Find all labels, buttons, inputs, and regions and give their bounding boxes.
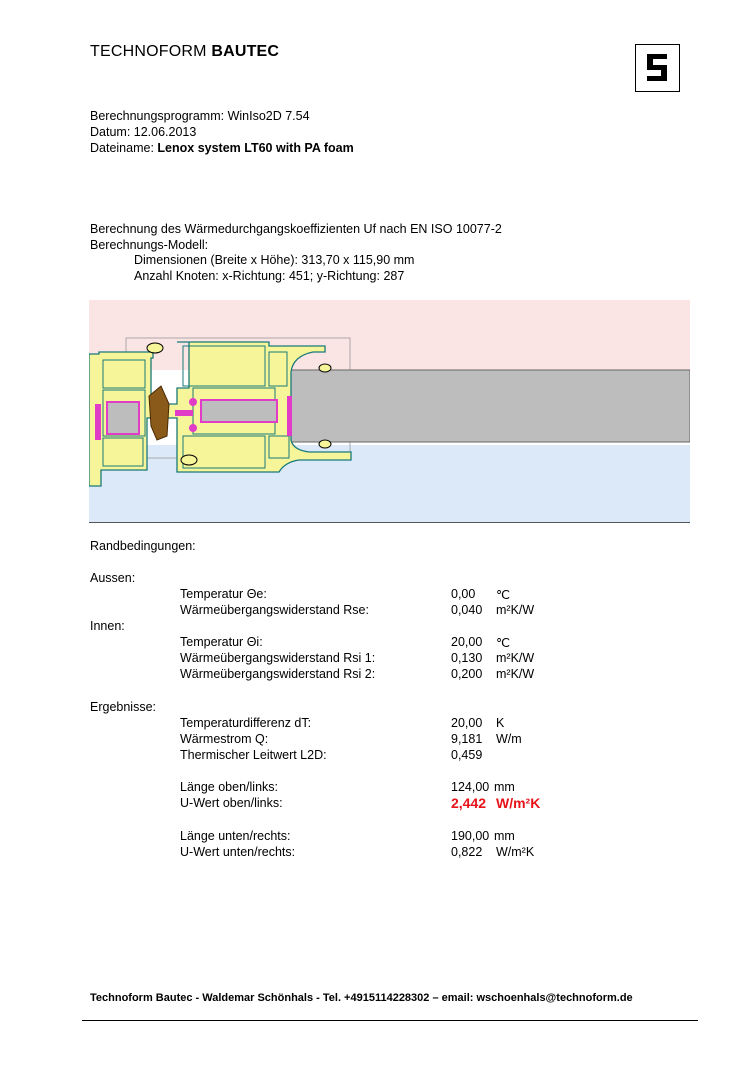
filename-label: Dateiname: <box>90 141 158 155</box>
result-label: Länge oben/links: <box>180 780 278 794</box>
u-value-bottom-value: 0,822 <box>451 845 483 859</box>
u-value-top-label: U-Wert oben/links: <box>180 796 283 810</box>
filename-value: Lenox system LT60 with PA foam <box>157 141 354 155</box>
result-label: Thermischer Leitwert L2D: <box>180 748 327 762</box>
brand-bold: BAUTEC <box>211 43 280 60</box>
footer-contact: Technoform Bautec - Waldemar Schönhals - Tel. +4915114228302 – email: wschoenhals@technoform.de <box>90 992 633 1004</box>
result-label: Länge unten/rechts: <box>180 829 291 843</box>
technoform-logo-icon <box>635 44 680 92</box>
filename-line <box>90 140 354 156</box>
rsi1-unit: m²K/W <box>496 651 535 665</box>
glass-panel <box>289 370 690 442</box>
rsi2-unit: m²K/W <box>496 667 535 681</box>
inside-temp-value: 20,00 <box>451 635 483 649</box>
outside-zone <box>89 300 690 370</box>
results-title: Ergebnisse: <box>90 700 157 714</box>
dimensions-line: Dimensionen (Breite x Höhe): 313,70 x 115,90 mm <box>134 253 415 267</box>
inside-temp-unit: ℃ <box>496 636 511 650</box>
brand-wordmark <box>90 43 279 61</box>
result-value: 124,00 <box>451 780 490 794</box>
outside-temp-unit: ℃ <box>496 588 511 602</box>
result-value: 0,459 <box>451 748 483 762</box>
brand-light: TECHNOFORM <box>90 43 212 60</box>
rsi2-value: 0,200 <box>451 667 483 681</box>
u-value-top-value: 2,442 <box>451 795 487 811</box>
result-value: 190,00 <box>451 829 490 843</box>
result-unit: mm <box>494 829 515 843</box>
rse-label: Wärmeübergangswiderstand Rse: <box>180 603 369 617</box>
result-value: 9,181 <box>451 732 483 746</box>
profile-section-figure <box>89 300 690 523</box>
rse-unit: m²K/W <box>496 603 535 617</box>
rsi1-value: 0,130 <box>451 651 483 665</box>
calc-heading: Berechnung des Wärmedurchgangskoeffizienten Uf nach EN ISO 10077-2 <box>90 222 502 236</box>
footer-divider <box>82 1020 698 1021</box>
result-value: 20,00 <box>451 716 483 730</box>
result-unit: mm <box>494 780 515 794</box>
outside-label: Aussen: <box>90 571 136 585</box>
inside-label: Innen: <box>90 619 125 633</box>
date-line: Datum: 12.06.2013 <box>90 125 197 139</box>
outside-temp-value: 0,00 <box>451 587 476 601</box>
result-label: Wärmestrom Q: <box>180 732 269 746</box>
model-label: Berechnungs-Modell: <box>90 238 209 252</box>
u-value-bottom-label: U-Wert unten/rechts: <box>180 845 296 859</box>
program-line: Berechnungsprogramm: WinIso2D 7.54 <box>90 109 310 123</box>
rse-value: 0,040 <box>451 603 483 617</box>
boundary-conditions-title: Randbedingungen: <box>90 539 196 553</box>
u-value-top-unit: W/m²K <box>496 795 541 811</box>
rsi2-label: Wärmeübergangswiderstand Rsi 2: <box>180 667 376 681</box>
result-label: Temperaturdifferenz dT: <box>180 716 312 730</box>
result-unit: W/m <box>496 732 522 746</box>
profile-section-drawing <box>89 300 690 523</box>
nodes-line: Anzahl Knoten: x-Richtung: 451; y-Richtung: 287 <box>134 269 405 283</box>
result-unit: K <box>496 716 505 730</box>
outside-temp-label: Temperatur Θe: <box>180 587 267 601</box>
rsi1-label: Wärmeübergangswiderstand Rsi 1: <box>180 651 376 665</box>
inside-temp-label: Temperatur Θi: <box>180 635 263 649</box>
u-value-bottom-unit: W/m²K <box>496 845 535 859</box>
